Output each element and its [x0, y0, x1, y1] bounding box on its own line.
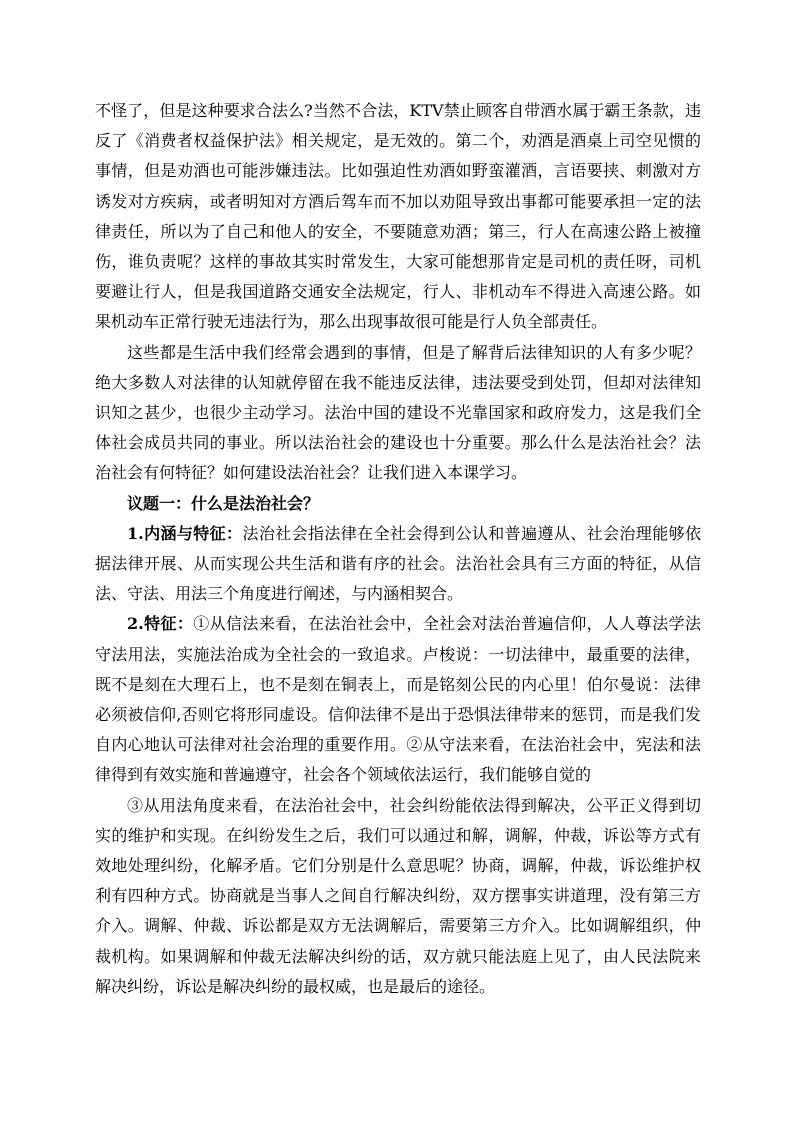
paragraph-continuation: 不怪了，但是这种要求合法么?当然不合法，KTV禁止顾客自带酒水属于霸王条款，违反了《消费者权益保护法》相关规定，是无效的。第二个，劝酒是酒桌上司空见惯的事情，但是劝酒也可能涉嫌违法。比如强迫性劝酒如野蛮灌酒，言语要挟、刺激对方诱发对方疾病，或者明知对方酒后驾车而不加以劝阻导致出事都可能要承担一定的法律责任，所以为了自己和他人的安全，不要随意劝酒；第三，行人在高速公路上被撞伤，谁负责呢？这样的事故其实时常发生，大家可能想那肯定是司机的责任呀，司机要避让行人，但是我国道路交通安全法规定，行人、非机动车不得进入高速公路。如果机动车正常行驶无违法行为，那么出现事故很可能是行人负全部责任。 [95, 101, 701, 332]
paragraph-features [95, 609, 701, 790]
section-heading: 议题一：什么是法治社会？ [127, 493, 320, 513]
document-body [95, 96, 701, 1002]
paragraph-use-law: ③从用法角度来看，在法治社会中，社会纠纷能依法得到解决，公平正义得到切实的维护和实现。在纠纷发生之后，我们可以通过和解，调解，仲裁，诉讼等方式有效地处理纠纷，化解矛盾。它们分别是什么意思呢？协商，调解，仲裁，诉讼维护权利有四种方式。协商就是当事人之间自行解决纠纷，双方摆事实讲道理，没有第三方介入。调解、仲裁、诉讼都是双方无法调解后，需要第三方介入。比如调解组织，仲裁机构。如果调解和仲裁无法解决纠纷的话，双方就只能法庭上见了，由人民法院来解决纠纷，诉讼是解决纠纷的最权威，也是最后的途径。 [95, 795, 701, 996]
paragraph-lead: 2.特征： [127, 614, 194, 634]
paragraph-intro: 这些都是生活中我们经常会遇到的事情，但是了解背后法律知识的人有多少呢？绝大多数人对法律的认知就停留在我不能违反法律，违法要受到处罚，但却对法律知识知之甚少，也很少主动学习。法治中国的建设不光靠国家和政府发力，这是我们全体社会成员共同的事业。所以法治社会的建设也十分重要。那么什么是法治社会？法治社会有何特征？如何建设法治社会？让我们进入本课学习。 [95, 342, 701, 483]
paragraph-text: ①从信法来看，在法治社会中，全社会对法治普遍信仰，人人尊法学法守法用法，实施法治成为全社会的一致追求。卢梭说：一切法律中，最重要的法律，既不是刻在大理石上，也不是刻在铜表上，而是铭刻公民的内心里！伯尔曼说：法律必须被信仰,否则它将形同虚设。信仰法律不是出于恐惧法律带来的惩罚，而是我们发自内心地认可法律对社会治理的重要作用。②从守法来看，在法治社会中，宪法和法律得到有效实施和普遍遵守，社会各个领域依法运行，我们能够自觉的 [95, 614, 701, 785]
paragraph-text: 法治社会指法律在全社会得到公认和普遍遵从、社会治理能够依据法律开展、从而实现公共生活和谐有序的社会。法治社会具有三方面的特征，从信法、守法、用法三个角度进行阐述，与内涵相契合。 [95, 523, 701, 604]
paragraph-lead: 1.内涵与特征： [127, 523, 243, 543]
paragraph-connotation [95, 519, 701, 610]
